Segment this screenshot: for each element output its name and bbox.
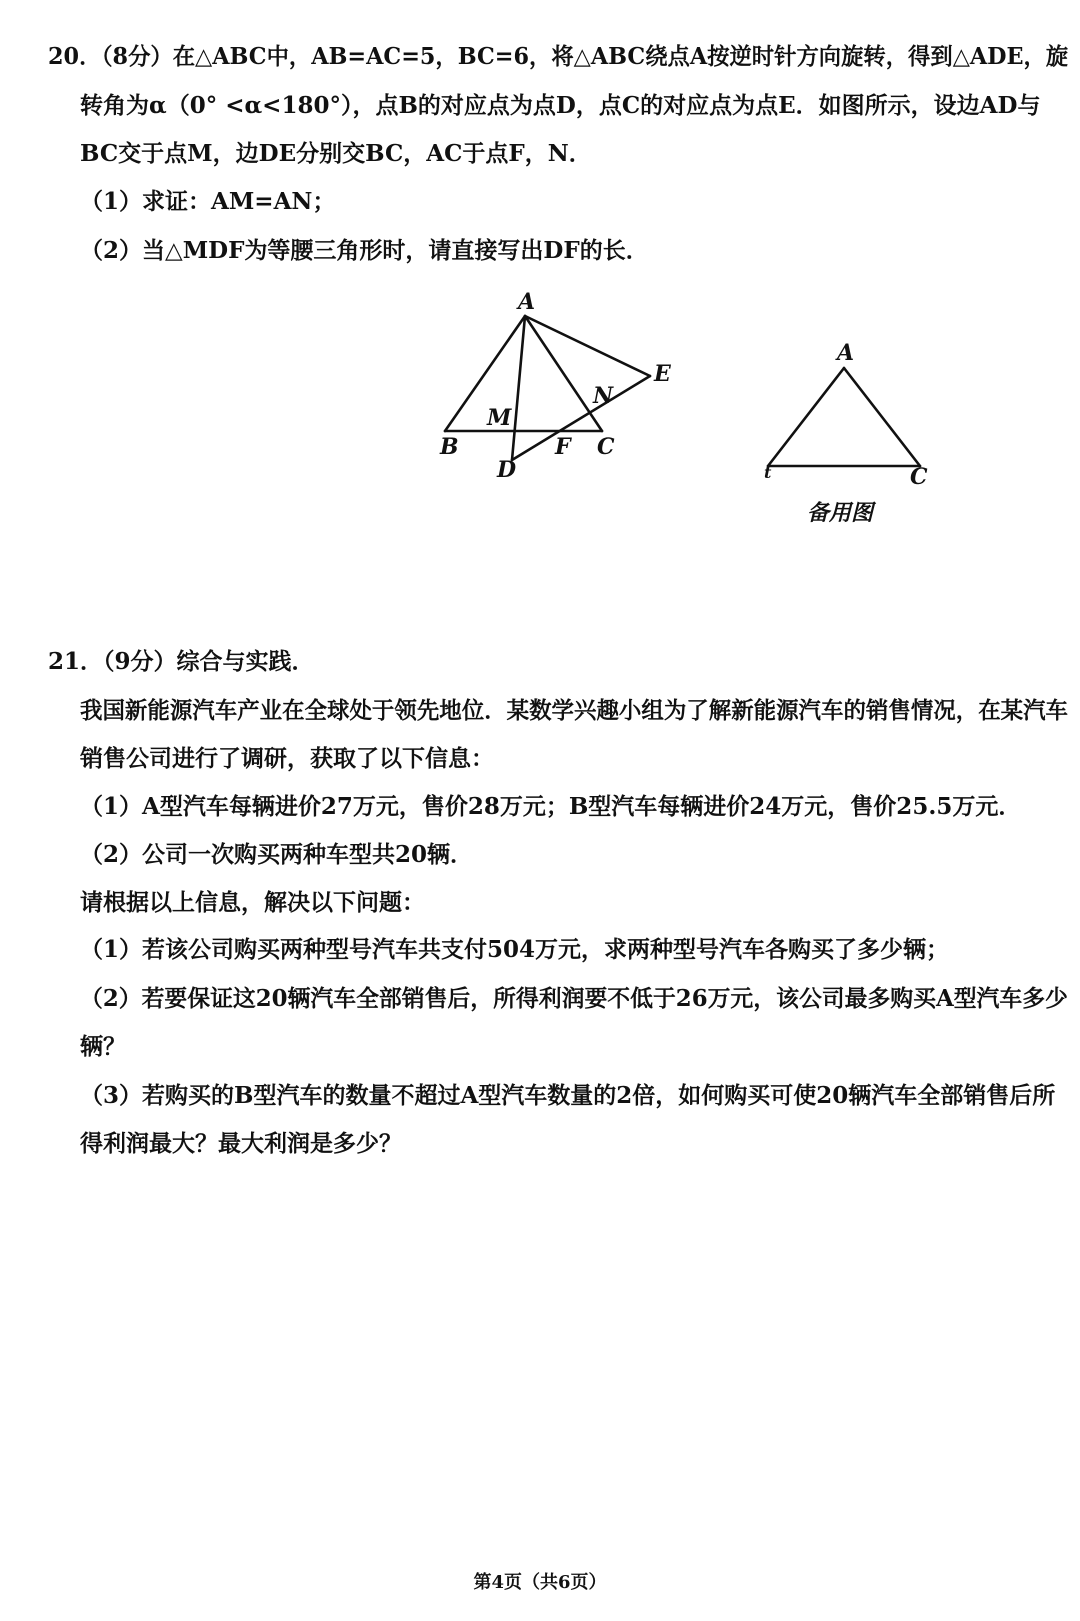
main-figure <box>445 316 650 460</box>
label-b: B <box>440 434 459 460</box>
page-footer: 第4页（共6页） <box>473 1572 607 1593</box>
spare-figure <box>768 368 920 466</box>
segment-ad <box>512 316 525 460</box>
main-figure-labels <box>439 289 672 483</box>
spare-label-b: t <box>764 463 772 482</box>
label-n: N <box>593 383 614 409</box>
q20-line-1: 20．（8分）在△ABC中，AB=AC=5，BC=6，将△ABC绕点A按逆时针方向旋转，得到△ADE，旋 <box>48 43 1069 70</box>
q21-info-1: （1）A型汽车每辆进价27万元，售价28万元；B型汽车每辆进价24万元，售价25.5万元． <box>80 793 1022 820</box>
q21-part-2: （2）若要保证这20辆汽车全部销售后，所得利润要不低于26万元，该公司最多购买A型汽车多少 <box>80 985 1068 1012</box>
q21-line-2: 我国新能源汽车产业在全球处于领先地位．某数学兴趣小组为了解新能源汽车的销售情况，在某汽车 <box>80 697 1069 724</box>
q21-info-2: （2）公司一次购买两种车型共20辆． <box>80 841 474 868</box>
spare-label-a: A <box>837 340 855 366</box>
q20-line-3: BC交于点M，边DE分别交BC，AC于点F，N． <box>80 140 592 167</box>
segment-ab <box>445 316 525 431</box>
q21-part-2-cont: 辆？ <box>80 1033 126 1060</box>
label-d: D <box>497 457 517 483</box>
segment-de <box>512 376 650 460</box>
q21-part-3-cont: 得利润最大？最大利润是多少？ <box>80 1130 402 1157</box>
q21-part-1: （1）若该公司购买两种型号汽车共支付504万元，求两种型号汽车各购买了多少辆； <box>80 936 950 963</box>
label-c: C <box>597 434 615 460</box>
label-f: F <box>555 434 571 460</box>
spare-figure-labels <box>764 340 928 490</box>
q20-figures <box>0 0 1080 540</box>
label-a: A <box>518 289 536 315</box>
label-m: M <box>487 405 512 431</box>
q21-line-3: 销售公司进行了调研，获取了以下信息： <box>80 745 494 772</box>
spare-label-c: C <box>910 464 928 490</box>
q21-line-1: 21．（9分）综合与实践． <box>48 648 315 675</box>
q20-part-1: （1）求证：AM=AN； <box>80 188 336 215</box>
q20-part-2: （2）当△MDF为等腰三角形时，请直接写出DF的长． <box>80 237 649 264</box>
q21-part-3: （3）若购买的B型汽车的数量不超过A型汽车数量的2倍，如何购买可使20辆汽车全部销售后所 <box>80 1082 1056 1109</box>
q21-instruction: 请根据以上信息，解决以下问题： <box>80 889 425 916</box>
label-e: E <box>654 361 671 387</box>
q20-line-2: 转角为α（0° <α<180°），点B的对应点为点D，点C的对应点为点E．如图所示，设边AD与 <box>80 92 1041 119</box>
figure-caption: 备用图 <box>807 500 874 526</box>
